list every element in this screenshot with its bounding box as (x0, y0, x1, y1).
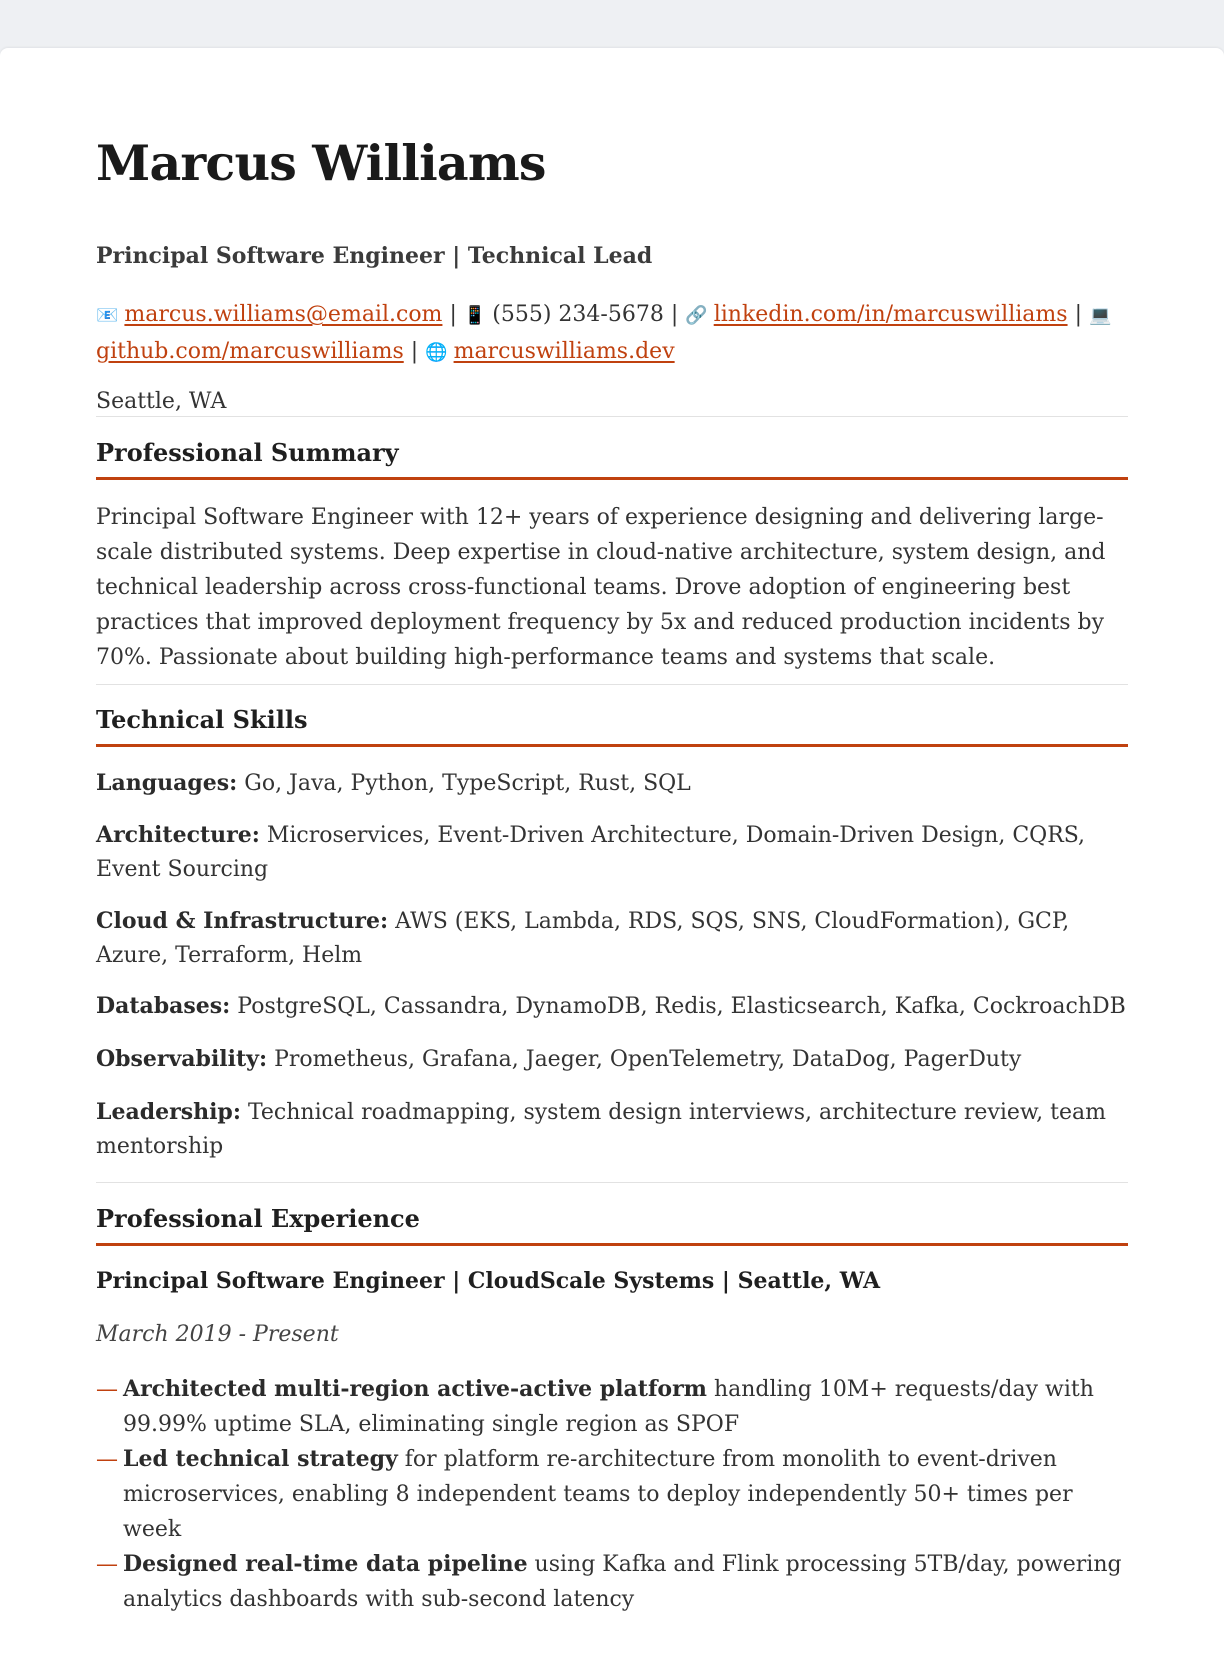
skill-row-languages (96, 766, 1128, 801)
contact-separator: | (670, 302, 679, 327)
bullet-dash: — (96, 1447, 118, 1472)
skill-label: Observability: (96, 1046, 268, 1072)
email-icon: 📧 (96, 305, 119, 326)
list-item (96, 1547, 1128, 1617)
job-role-heading: Principal Software Engineer | CloudScale Systems | Seattle, WA (96, 1268, 881, 1294)
job-bullet-list (96, 1372, 1128, 1617)
email-link[interactable]: marcus.williams@email.com (124, 302, 443, 327)
bullet-highlight: Designed real-time data pipeline (123, 1551, 528, 1577)
bullet-text: using Kafka and Flink processing 5TB/day, powering analytics dashboards with sub-second latency (123, 1552, 1122, 1612)
github-link[interactable]: github.com/marcuswilliams (96, 339, 404, 364)
bullet-highlight: Led technical strategy (123, 1446, 398, 1472)
skill-label: Architecture: (96, 822, 260, 848)
skill-row-databases (96, 989, 1128, 1024)
bullet-text: for platform re-architecture from monolith to event-driven microservices, enabling 8 independent teams to deploy independently 50+ times per week (123, 1447, 1073, 1542)
section-title-summary: Professional Summary (96, 438, 1128, 480)
divider (96, 1182, 1128, 1183)
linkedin-link[interactable]: linkedin.com/in/marcuswilliams (713, 302, 1068, 327)
phone-icon: 📱 (463, 305, 487, 326)
resume-page (0, 48, 1224, 1680)
skill-value: AWS (EKS, Lambda, RDS, SQS, SNS, CloudFormation), GCP, Azure, Terraform, Helm (96, 909, 1070, 968)
skill-value: Prometheus, Grafana, Jaeger, OpenTelemetry, DataDog, PagerDuty (274, 1047, 1022, 1072)
skill-row-architecture (96, 818, 1128, 887)
skill-label: Languages: (96, 770, 238, 796)
list-item (96, 1442, 1128, 1547)
bullet-text: handling 10M+ requests/day with 99.99% uptime SLA, eliminating single region as SPOF (123, 1377, 1094, 1437)
skill-label: Databases: (96, 993, 231, 1019)
divider (96, 684, 1128, 685)
skill-value: Go, Java, Python, TypeScript, Rust, SQL (244, 771, 691, 796)
skill-value: Technical roadmapping, system design interviews, architecture review, team mentorship (96, 1100, 1106, 1159)
candidate-headline: Principal Software Engineer | Technical Lead (96, 243, 653, 269)
contact-separator: | (1074, 302, 1082, 327)
section-title-skills: Technical Skills (96, 705, 1128, 747)
contact-line (96, 297, 1128, 371)
bullet-dash: — (96, 1552, 118, 1577)
skill-row-leadership (96, 1095, 1128, 1164)
link-icon: 🔗 (685, 305, 708, 326)
skill-label: Leadership: (96, 1099, 241, 1125)
contact-separator: | (449, 302, 457, 327)
website-link[interactable]: marcuswilliams.dev (453, 339, 675, 364)
globe-icon: 🌐 (425, 342, 448, 363)
bullet-dash: — (96, 1377, 118, 1402)
summary-text: Principal Software Engineer with 12+ years of experience designing and delivering large-scale distributed systems. Deep expertise in cloud-native architecture, system design, and technical leadership across cross-functional teams. Drove adoption of engineering best practices that improved deployment frequency by 5x and reduced production incidents by 70%. Passionate about building high-performance teams and systems that scale. (96, 505, 1106, 670)
laptop-icon: 💻 (1088, 305, 1112, 326)
section-title-experience: Professional Experience (96, 1204, 1128, 1246)
location: Seattle, WA (96, 389, 227, 414)
skill-row-observability (96, 1042, 1128, 1077)
bullet-highlight: Architected multi-region active-active platform (123, 1376, 707, 1402)
phone-number: (555) 234-5678 (492, 302, 664, 327)
skill-value: Microservices, Event-Driven Architecture, Domain-Driven Design, CQRS, Event Sourcing (96, 823, 1086, 882)
skill-value: PostgreSQL, Cassandra, DynamoDB, Redis, Elasticsearch, Kafka, CockroachDB (237, 994, 1126, 1019)
divider (96, 416, 1128, 417)
contact-separator: | (410, 339, 419, 364)
job-dates: March 2019 - Present (96, 1322, 339, 1347)
list-item (96, 1372, 1128, 1442)
skill-label: Cloud & Infrastructure: (96, 908, 389, 934)
skill-row-cloud (96, 904, 1128, 973)
candidate-name: Marcus Williams (96, 134, 546, 192)
